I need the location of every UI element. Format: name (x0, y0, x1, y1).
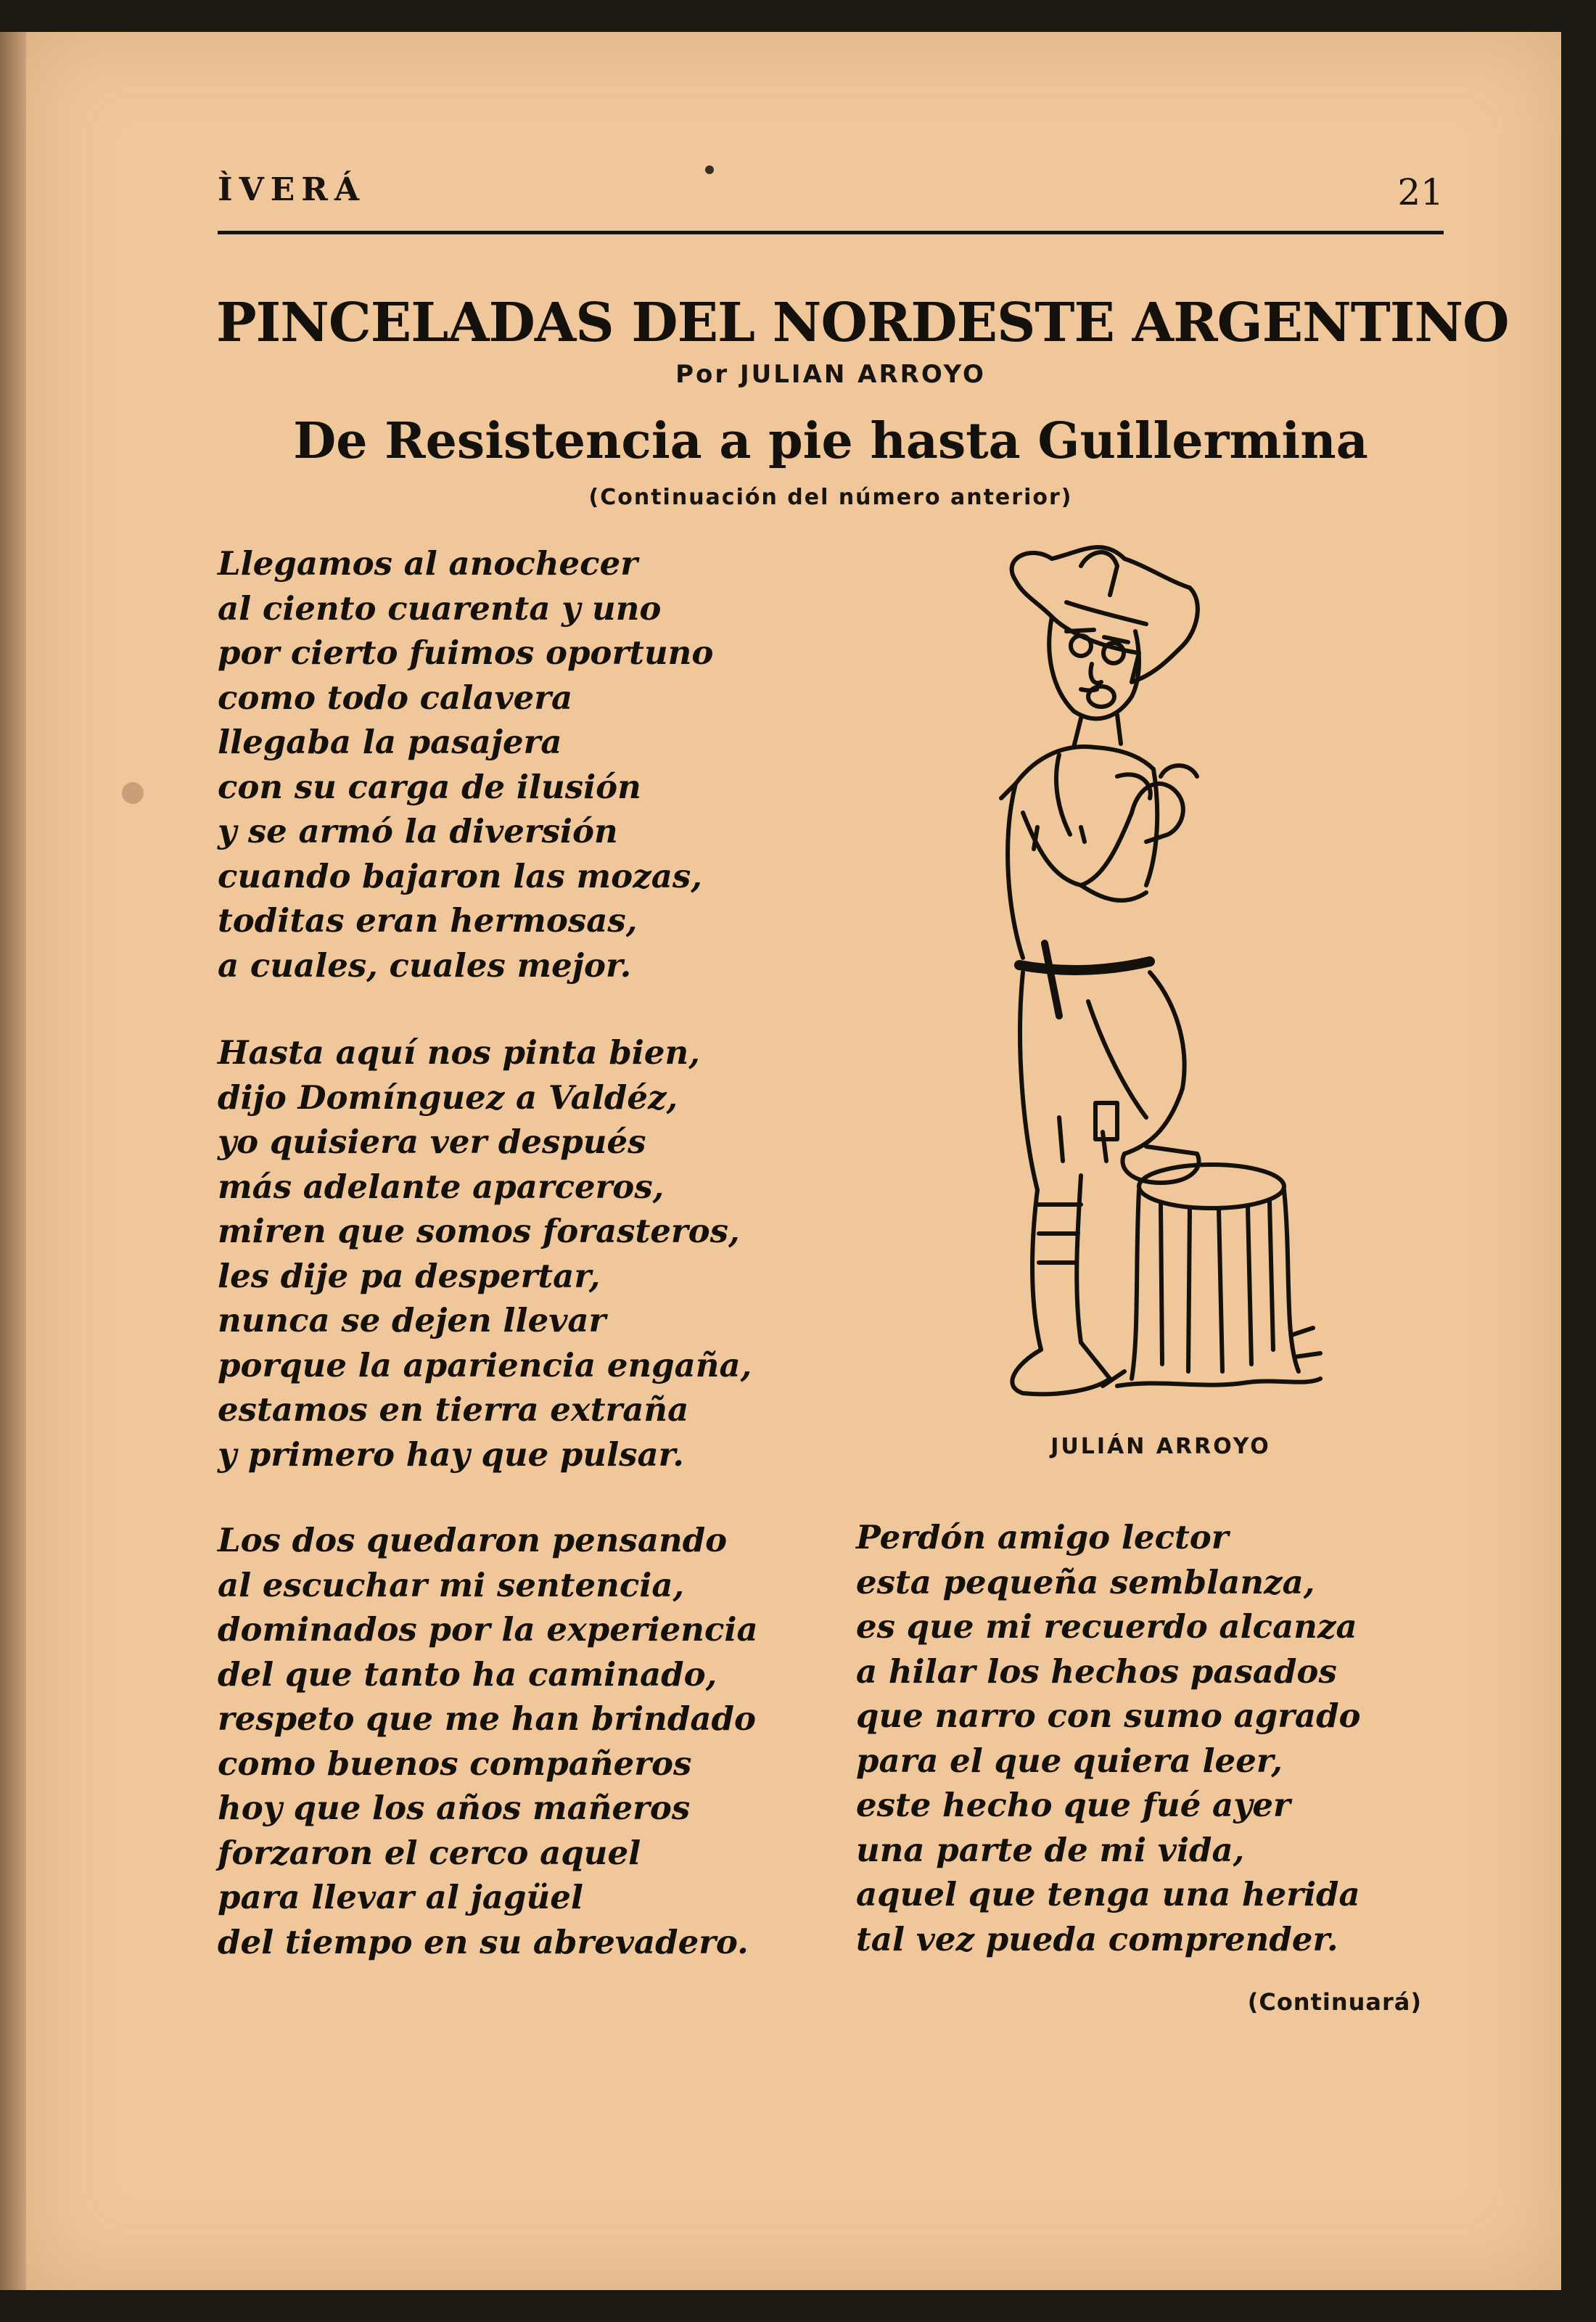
page-header (218, 171, 1444, 237)
continued-note: (Continuará) (1247, 1988, 1422, 2016)
verse-line: a cuales, cuales mejor. (218, 945, 632, 985)
verse-line: para el que quiera leer, (856, 1741, 1283, 1780)
verse-line: nunca se dejen llevar (218, 1301, 606, 1340)
article-title: PINCELADAS DEL NORDESTE ARGENTINO (216, 292, 1509, 354)
verse-line: miren que somos forasteros, (218, 1212, 740, 1250)
page-number: 21 (1397, 171, 1444, 213)
verse-line: con su carga de ilusión (218, 767, 641, 806)
verse-line: Hasta aquí nos pinta bien, (218, 1033, 700, 1072)
verse-line: para llevar al jagüel (218, 1878, 583, 1916)
article-byline: Por JULIAN ARROYO (675, 360, 986, 389)
verse-line: del tiempo en su abrevadero. (218, 1922, 749, 1961)
verse-line: Los dos quedaron pensando (218, 1521, 728, 1559)
illustration-caption: JULIÁN ARROYO (1050, 1434, 1271, 1459)
book-spine-edge (0, 32, 26, 2290)
page-smudge (122, 782, 144, 804)
verse-line: y primero hay que pulsar. (218, 1435, 684, 1474)
verse-line: dijo Domínguez a Valdéz, (218, 1078, 678, 1117)
verse-line: estamos en tierra extraña (218, 1390, 689, 1429)
verse-line: y se armó la diversión (218, 812, 618, 850)
verse-line: al ciento cuarenta y uno (218, 588, 662, 628)
verse-line: como buenos compañeros (218, 1744, 692, 1783)
header-rule (218, 231, 1444, 234)
verse-line: esta pequeña semblanza, (856, 1562, 1315, 1601)
verse-line: respeto que me han brindado (218, 1699, 756, 1738)
verse-line: dominados por la experiencia (218, 1610, 758, 1649)
running-title: ÌVERÁ (218, 171, 366, 208)
verse-line: más adelante aparceros, (218, 1167, 665, 1206)
verse-line: tal vez pueda comprender. (856, 1919, 1338, 1958)
verse-line: aquel que tenga una herida (856, 1875, 1360, 1913)
verse-line: es que mi recuerdo alcanza (856, 1607, 1357, 1646)
continuation-note: (Continuación del número anterior) (588, 485, 1073, 510)
verse-line: les dije pa despertar, (218, 1256, 601, 1295)
verse-line: por cierto fuimos oportuno (218, 633, 714, 672)
verse-line: a hilar los hechos pasados (856, 1652, 1337, 1691)
verse-line: cuando bajaron las mozas, (218, 856, 702, 895)
verse-line: porque la apariencia engaña, (218, 1345, 752, 1384)
stanza-1 (218, 541, 713, 988)
verse-line: este hecho que fué ayer (856, 1786, 1291, 1824)
verse-line: llegaba la pasajera (218, 723, 562, 761)
verse-line: toditas eran hermosas, (218, 901, 638, 940)
verse-line: hoy que los años mañeros (218, 1789, 691, 1827)
verse-line: una parte de mi vida, (856, 1830, 1245, 1869)
stanza-2 (218, 1030, 752, 1477)
article-subtitle: De Resistencia a pie hasta Guillermina (293, 412, 1368, 470)
verse-line: que narro con sumo agrado (856, 1697, 1361, 1735)
stanza-3 (218, 1518, 758, 1964)
verse-line: Llegamos al anochecer (218, 544, 638, 583)
verse-line: forzaron el cerco aquel (218, 1833, 641, 1872)
verse-line: al escuchar mi sentencia, (218, 1565, 685, 1604)
verse-line: yo quisiera ver después (218, 1123, 646, 1161)
verse-line: como todo calavera (218, 678, 573, 717)
verse-line: Perdón amigo lector (856, 1518, 1229, 1556)
stanza-4 (856, 1515, 1361, 1961)
gaucho-illustration (972, 537, 1349, 1422)
verse-line: del que tanto ha caminado, (218, 1654, 717, 1694)
